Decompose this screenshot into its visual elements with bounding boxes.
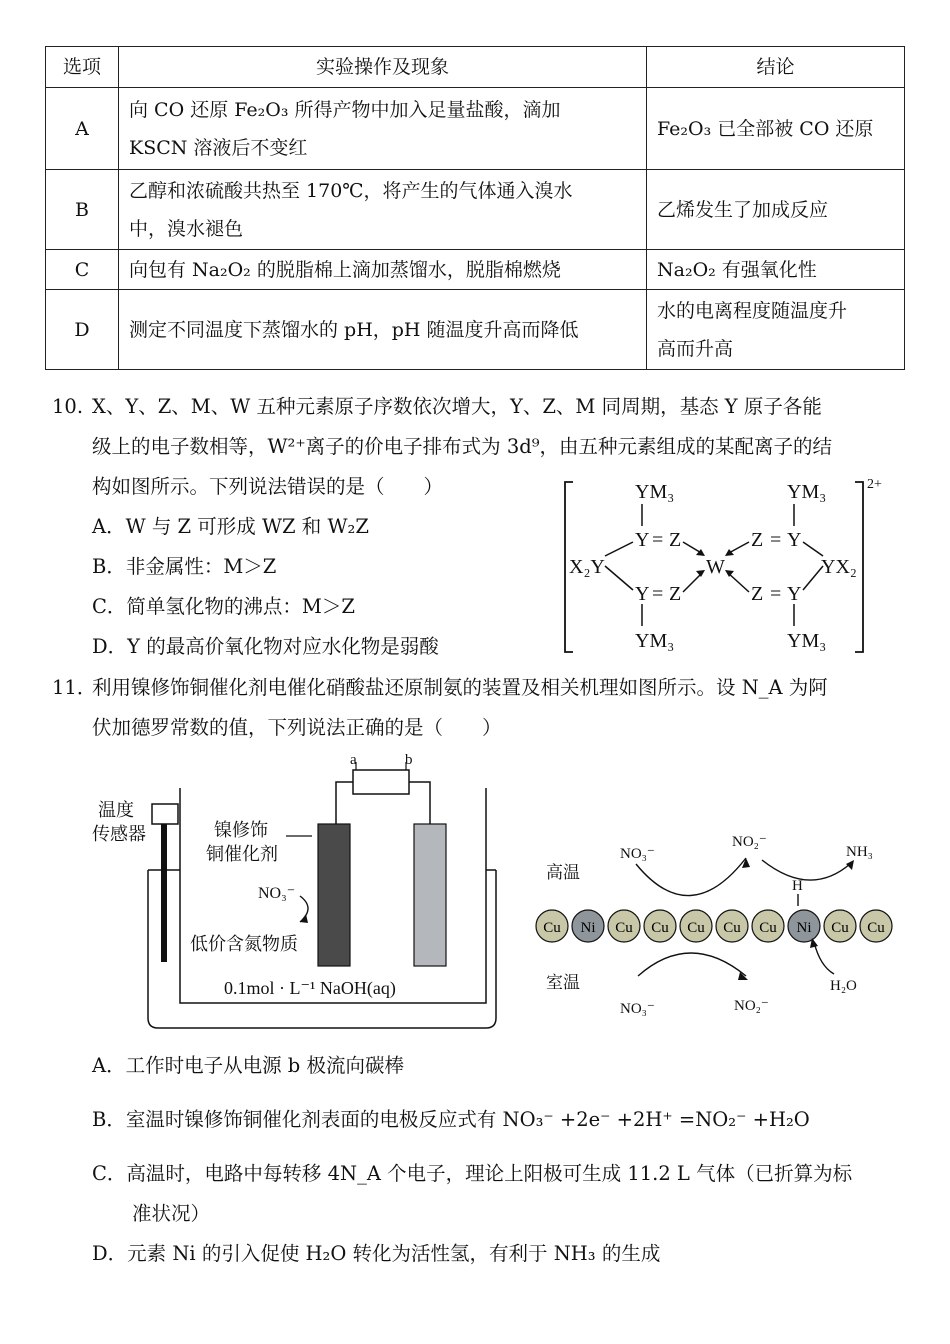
option-c[interactable]: C．简单氢化物的沸点：M＞Z <box>92 595 355 618</box>
double-bond: = <box>770 529 782 551</box>
atom-label: Ni <box>580 920 596 936</box>
operation-line: 中，溴水褪色 <box>129 217 244 240</box>
row-option: C <box>46 250 119 290</box>
option-c-continued: 准状况） <box>132 1202 211 1225</box>
solution-label: 0.1mol · L⁻¹ NaOH(aq) <box>224 978 396 998</box>
nitrite-label: NO₂⁻ <box>734 998 769 1014</box>
option-a[interactable]: A．工作时电子从电源 b 极流向碳棒 <box>92 1054 404 1077</box>
w-atom: W <box>706 556 725 578</box>
option-c[interactable]: C．高温时，电路中每转移 4N_A 个电子，理论上阳极可生成 11.2 L 气体（已折算为标 <box>92 1162 853 1185</box>
row-conclusion <box>647 170 905 250</box>
operation-line: KSCN 溶液后不变红 <box>129 136 308 159</box>
low-valence-label: 低价含氮物质 <box>190 934 298 954</box>
table-header: 结论 <box>647 47 905 88</box>
question-stem: 伏加德罗常数的值，下列说法正确的是（ ） <box>92 716 502 739</box>
conclusion-line: 水的电离程度随温度升 <box>657 299 848 322</box>
option-d[interactable]: D．Y 的最高价氧化物对应水化物是弱酸 <box>92 635 439 658</box>
h-label: H <box>792 878 803 894</box>
operation-line: 乙醇和浓硫酸共热至 170℃，将产生的气体通入溴水 <box>129 179 573 202</box>
electrolysis-apparatus-figure <box>88 748 508 1038</box>
operation-line: 向 CO 还原 Fe₂O₃ 所得产物中加入足量盐酸，滴加 <box>129 98 561 121</box>
table-row <box>46 88 905 170</box>
atom-label: Cu <box>651 920 669 936</box>
y-atom: Y <box>787 529 802 551</box>
high-temp-label: 高温 <box>546 863 580 882</box>
atom-label: Cu <box>831 920 849 936</box>
option-d[interactable]: D．元素 Ni 的引入促使 H₂O 转化为活性氢，有利于 NH₃ 的生成 <box>92 1242 661 1265</box>
question-stem: X、Y、Z、M、W 五种元素原子序数依次增大，Y、Z、M 同周期，基态 Y 原子各能 <box>92 395 822 418</box>
sensor-head <box>152 804 178 824</box>
sensor-label: 传感器 <box>92 824 146 844</box>
question-stem: 构如图所示。下列说法错误的是（ ） <box>92 475 444 498</box>
atom-label: Cu <box>615 920 633 936</box>
option-b[interactable]: B．室温时镍修饰铜催化剂表面的电极反应式有 NO₃⁻ +2e⁻ +2H⁺ =NO₂⁻ +H₂O <box>92 1108 810 1131</box>
table-row <box>46 170 905 250</box>
row-operation: 测定不同温度下蒸馏水的 pH，pH 随温度升高而降低 <box>119 290 647 370</box>
catalyst-label: 铜催化剂 <box>206 844 278 864</box>
ym3-label: YM₃ <box>635 481 675 503</box>
double-bond: = <box>652 529 664 551</box>
nitrate-label: NO₃⁻ <box>258 885 296 902</box>
water-label: H₂O <box>830 978 857 994</box>
z-atom: Z <box>669 529 682 551</box>
row-option: D <box>46 290 119 370</box>
row-option: A <box>46 88 119 170</box>
power-supply-box <box>353 770 409 794</box>
ym3-label: YM₃ <box>635 630 675 652</box>
question-number: 10. <box>52 395 84 418</box>
double-bond: = <box>652 583 664 605</box>
carbon-rod <box>414 824 446 966</box>
nitrite-label: NO₂⁻ <box>732 834 767 850</box>
terminal-b: b <box>405 752 413 768</box>
experiment-table <box>45 46 905 370</box>
ym3-label: YM₃ <box>787 630 827 652</box>
table-header: 选项 <box>46 47 119 88</box>
conclusion-line: Fe₂O₃ 已全部被 CO 还原 <box>657 117 874 140</box>
ion-charge: 2+ <box>867 477 882 492</box>
sensor-label: 温度 <box>98 800 134 820</box>
row-conclusion: Na₂O₂ 有强氧化性 <box>647 250 905 290</box>
z-atom: Z <box>669 583 682 605</box>
conclusion-line: 乙烯发生了加成反应 <box>657 198 829 221</box>
terminal-a: a <box>350 752 357 768</box>
yx2-label: YX₂ <box>821 556 857 578</box>
atom-label: Ni <box>796 920 812 936</box>
catalyst-electrode <box>318 824 350 966</box>
sensor-probe <box>161 824 167 962</box>
ammonia-label: NH₃ <box>846 844 873 860</box>
question-number: 11． <box>52 676 97 699</box>
option-b[interactable]: B．非金属性：M＞Z <box>92 555 277 578</box>
row-operation: 向包有 Na₂O₂ 的脱脂棉上滴加蒸馏水，脱脂棉燃烧 <box>119 250 647 290</box>
table-row <box>46 250 905 290</box>
atom-label: Cu <box>687 920 705 936</box>
complex-ion-figure <box>555 470 895 660</box>
nitrate-label: NO₃⁻ <box>620 846 655 862</box>
mechanism-figure <box>530 820 900 1030</box>
atom-label: Cu <box>543 920 561 936</box>
nitrate-label: NO₃⁻ <box>620 1001 655 1017</box>
y-atom: Y <box>635 529 650 551</box>
atom-label: Cu <box>759 920 777 936</box>
row-conclusion <box>647 290 905 370</box>
ym3-label: YM₃ <box>787 481 827 503</box>
conclusion-line: 高而升高 <box>657 337 734 360</box>
x2y-label: X₂Y <box>569 556 605 578</box>
table-row <box>46 290 905 370</box>
y-atom: Y <box>787 583 802 605</box>
row-option: B <box>46 170 119 250</box>
row-conclusion <box>647 88 905 170</box>
room-temp-label: 室温 <box>546 973 580 992</box>
atom-label: Cu <box>723 920 741 936</box>
z-atom: Z <box>751 529 764 551</box>
double-bond: = <box>770 583 782 605</box>
table-header-row <box>46 47 905 88</box>
question-stem: 级上的电子数相等，W²⁺离子的价电子排布式为 3d⁹，由五种元素组成的某配离子的结 <box>92 435 833 458</box>
atom-label: Cu <box>867 920 885 936</box>
table-header: 实验操作及现象 <box>119 47 647 88</box>
catalyst-label: 镍修饰 <box>214 820 268 840</box>
option-a[interactable]: A．W 与 Z 可形成 WZ 和 W₂Z <box>92 515 369 538</box>
z-atom: Z <box>751 583 764 605</box>
question-stem: 利用镍修饰铜催化剂电催化硝酸盐还原制氨的装置及相关机理如图所示。设 N_A 为阿 <box>92 676 828 699</box>
row-operation <box>119 170 647 250</box>
catalyst-surface <box>536 910 892 942</box>
row-operation <box>119 88 647 170</box>
y-atom: Y <box>635 583 650 605</box>
